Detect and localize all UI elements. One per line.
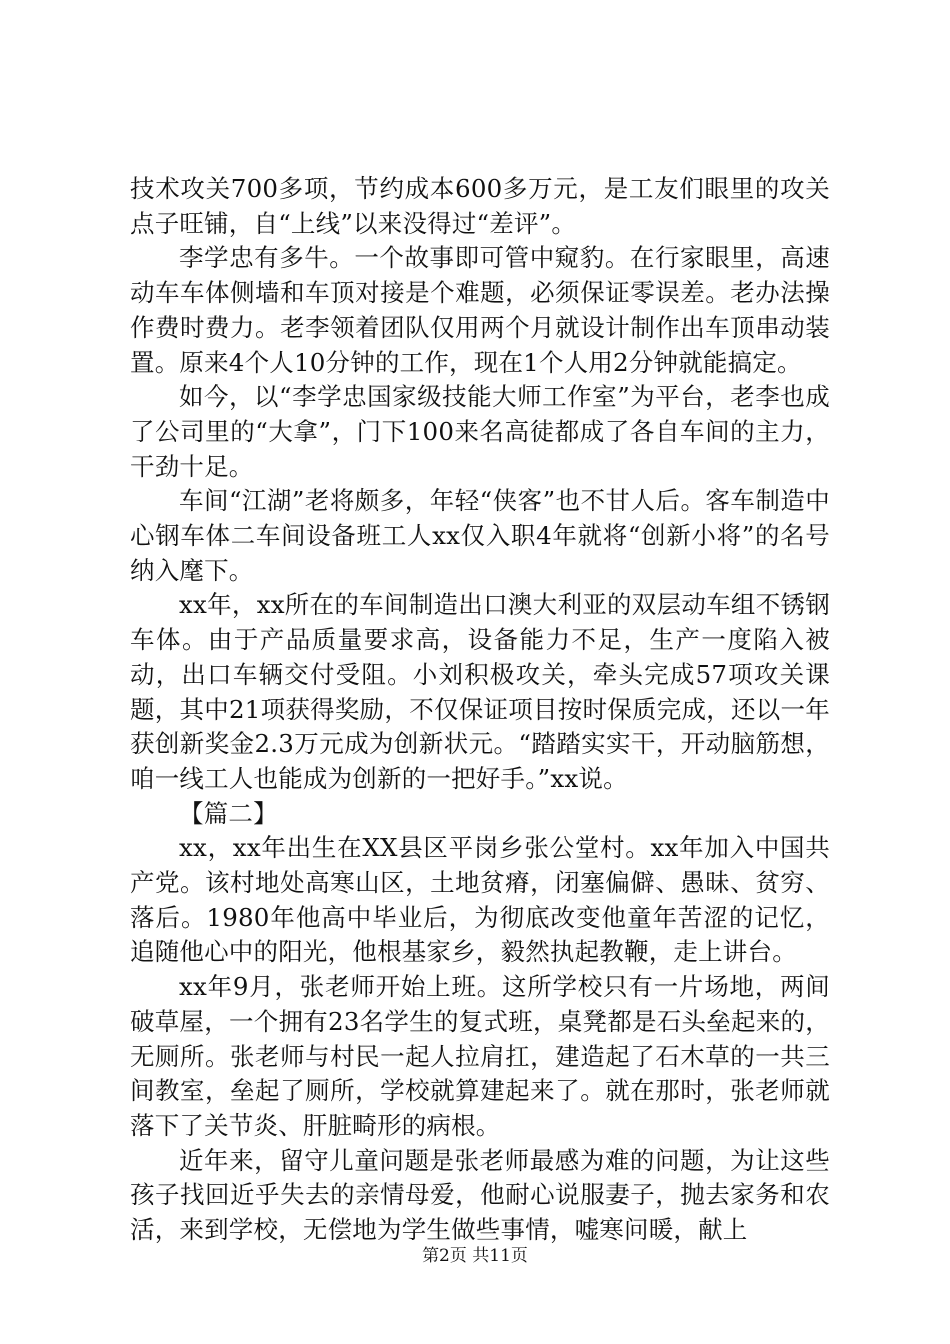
paragraph-school: xx年9月，张老师开始上班。这所学校只有一片场地，两间破草屋，一个拥有23名学生的复式班，桌凳都是石头垒起来的，无厕所。张老师与村民一起人拉肩扛，建造起了石木草的一共三间教室，垒起了厕所，学校就算建起来了。就在那时，张老师就落下了关节炎、肝脏畸形的病根。 [130,972,830,1140]
paragraph-li-xuezhong: 李学忠有多牛。一个故事即可管中窥豹。在行家眼里，高速动车车体侧墙和车顶对接是个难题，必须保证零误差。老办法操作费时费力。老李领着团队仅用两个月就设计制作出车顶串动装置。原来4个人10分钟的工作，现在1个人用2分钟就能搞定。 [130,243,830,377]
paragraph-workshop: 车间“江湖”老将颇多，年轻“侠客”也不甘人后。客车制造中心钢车体二车间设备班工人xx仅入职4年就将“创新小将”的名号纳入麾下。 [130,486,830,585]
paragraph-export: xx年，xx所在的车间制造出口澳大利亚的双层动车组不锈钢车体。由于产品质量要求高，设备能力不足，生产一度陷入被动，出口车辆交付受阻。小刘积极攻关，牵头完成57项攻关课题，其中21项获得奖励，不仅保证项目按时保质完成，还以一年获创新奖金2.3万元成为创新状元。“踏踏实实干，开动脑筋想，咱一线工人也能成为创新的一把好手。”xx说。 [130,590,830,793]
paragraph-studio: 如今，以“李学忠国家级技能大师工作室”为平台，老李也成了公司里的“大拿”，门下100来名高徒都成了各自车间的主力，干劲十足。 [130,382,830,481]
paragraph-biography: xx，xx年出生在XX县区平岗乡张公堂村。xx年加入中国共产党。该村地处高寒山区，土地贫瘠，闭塞偏僻、愚昧、贫穷、落后。1980年他高中毕业后，为彻底改变他童年苦涩的记忆，追随他心中的阳光，他根基家乡，毅然执起教鞭，走上讲台。 [130,833,830,967]
section-heading: 【篇二】 [179,798,278,828]
paragraph-left-behind-children: 近年来，留守儿童问题是张老师最感为难的问题，为让这些孩子找回近乎失去的亲情母爱，他耐心说服妻子，抛去家务和农活，来到学校，无偿地为学生做些事情，嘘寒问暖，献上 [130,1145,830,1245]
paragraph-continuation: 技术攻关700多项，节约成本600多万元，是工友们眼里的攻关点子旺铺，自“上线”以来没得过“差评”。 [130,174,830,238]
page-number-footer: 第2页 共11页 [422,1246,528,1266]
document-body [130,172,830,1248]
